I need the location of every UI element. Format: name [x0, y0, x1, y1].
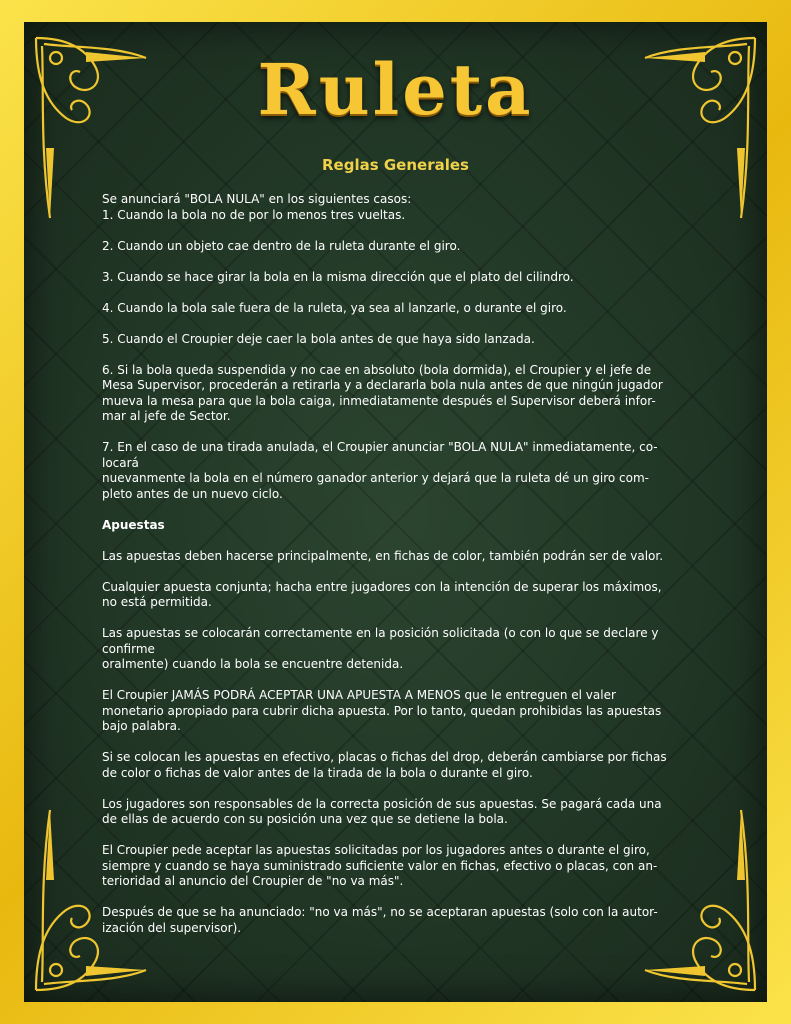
rule-item: 3. Cuando se hace girar la bola en la misma dirección que el plato del cilindro. [102, 269, 574, 284]
text-line: Los jugadores son responsables de la correcta posición de sus apuestas. Se pagará cada una [102, 796, 662, 811]
rule-item [102, 363, 697, 425]
text-line: El Croupier pede aceptar las apuestas solicitadas por los jugadores antes o durante el giro, [102, 843, 650, 857]
text-line: Las apuestas deben hacerse principalmente, en fichas de color, también podrán ser de valor. [102, 548, 664, 563]
bet-rule [102, 843, 697, 890]
text-line: mar al jefe de Sector. [102, 409, 231, 423]
bet-rule [102, 905, 697, 936]
text-line: Después de que se ha anunciado: "no va más", no se aceptaran apuestas (solo con la autor- [102, 905, 658, 919]
text-line: oralmente) cuando la bola se encuentre detenida. [102, 657, 404, 671]
text-line: 7. En el caso de una tirada anulada, el Croupier anunciar "BOLA NULA" inmediatamente, co- [102, 440, 658, 454]
text-line: Cualquier apuesta conjunta; hacha entre jugadores con la intención de superar los máximos, [102, 579, 662, 594]
text-line: Si se colocan les apuestas en efectivo, placas o fichas del drop, deberán cambiarse por fichas [102, 750, 667, 764]
text-line: de color o fichas de valor antes de la tirada de la bola o durante el giro. [102, 765, 533, 780]
text-line: pleto antes de un nuevo ciclo. [102, 486, 283, 501]
bet-rule [102, 626, 697, 673]
text-line: no está permitida. [102, 595, 212, 609]
intro-paragraph [102, 192, 697, 223]
bet-rule [102, 750, 697, 781]
bet-rule [102, 688, 697, 735]
apuestas-heading: Apuestas [102, 517, 165, 532]
text-line: de ellas de acuerdo con su posición una vez que se detiene la bola. [102, 812, 508, 826]
text-line: El Croupier JAMÁS PODRÁ ACEPTAR UNA APUESTA A MENOS que le entreguen el valer [102, 688, 616, 702]
text-line: locará [102, 455, 139, 470]
rules-content [102, 192, 697, 952]
bet-rule [102, 580, 697, 611]
rule-item: 4. Cuando la bola sale fuera de la ruleta, ya sea al lanzarle, o durante el giro. [102, 300, 567, 315]
text-line: bajo palabra. [102, 719, 181, 733]
text-line: nuevanmente la bola en el número ganador anterior y dejará que la ruleta dé un giro com- [102, 471, 650, 485]
page-title: Ruleta [257, 48, 534, 131]
text-line: Las apuestas se colocarán correctamente en la posición solicitada (o con lo que se declare y [102, 626, 659, 640]
rule-item: 5. Cuando el Croupier deje caer la bola antes de que haya sido lanzada. [102, 331, 535, 346]
bet-rule [102, 797, 697, 828]
text-line: confirme [102, 641, 155, 656]
rule-item: 2. Cuando un objeto cae dentro de la ruleta durante el giro. [102, 238, 461, 253]
rule-item [102, 440, 697, 502]
text-line: 6. Si la bola queda suspendida y no cae en absoluto (bola dormida), el Croupier y el jefe de [102, 362, 652, 377]
text-line: terioridad al anuncio del Croupier de "no va más". [102, 874, 404, 888]
text-line: ización del supervisor). [102, 920, 242, 935]
text-line: siempre y cuando se haya suministrado suficiente valor en fichas, efectivo o placas, con an- [102, 858, 658, 873]
bet-rule [102, 549, 697, 565]
text-line: 1. Cuando la bola no de por lo menos tres vueltas. [102, 207, 406, 222]
text-line: monetario apropiado para cubrir dicha apuesta. Por lo tanto, quedan prohibidas las apuestas [102, 703, 662, 718]
text-line: Mesa Supervisor, procederán a retirarla y a declararla bola nula antes de que ningún jugador [102, 378, 663, 392]
text-line: Se anunciará "BOLA NULA" en los siguientes casos: [102, 192, 412, 206]
section-subtitle: Reglas Generales [322, 156, 469, 174]
text-line: mueva la mesa para que la bola caiga, inmediatamente después el Supervisor deberá infor- [102, 393, 656, 408]
